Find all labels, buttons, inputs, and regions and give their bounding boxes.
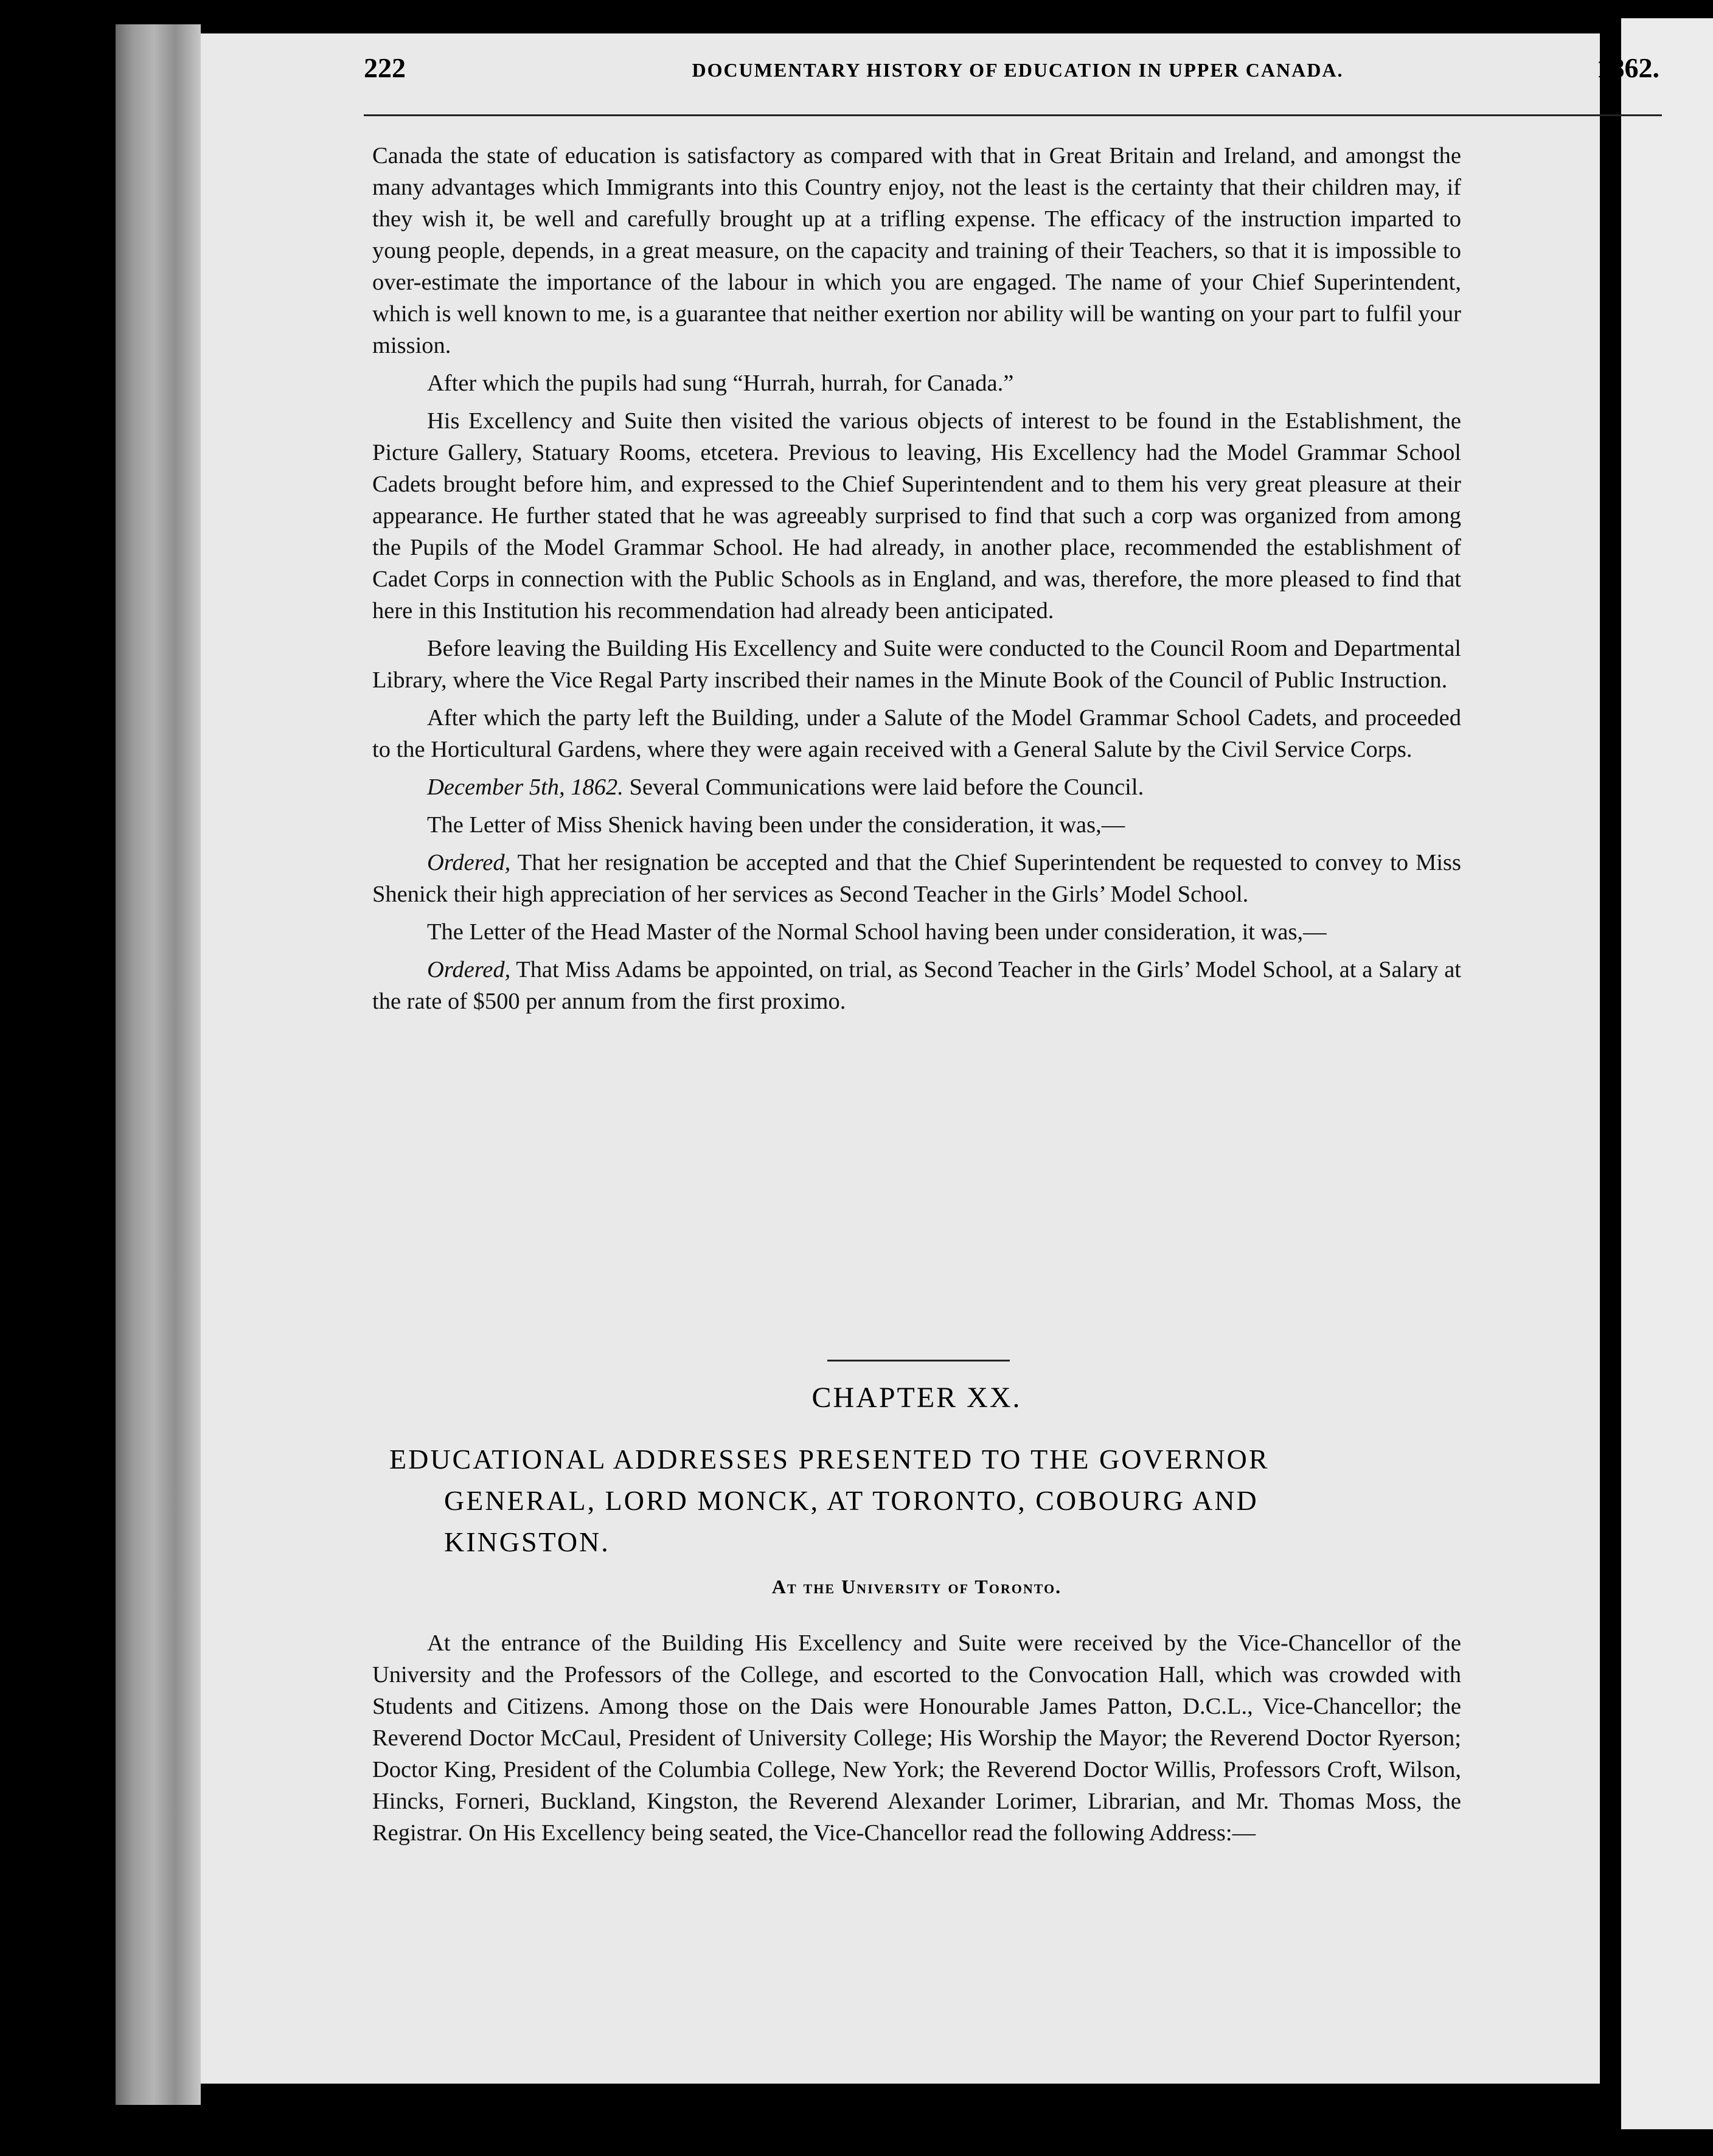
chapter-title-line: KINGSTON.: [444, 1526, 610, 1557]
paragraph: Several Communications were laid before the Council.: [629, 774, 1144, 800]
paragraph: Canada the state of education is satisfactory as compared with that in Great Britain and Ireland, and amongst the many advantages which Immigrants into this Country enjoy, not the least is the certainty that their children may, if they wish it, be well and carefully brought up at a trifling expense. The efficacy of the instruction imparted to young people, depends, in a great measure, on the capacity and training of their Teachers, so that it is impossible to over-estimate the importance of the labour in which you are engaged. The name of your Chief Superintendent, which is well known to me, is a guarantee that neither exertion nor ability will be wanting on your part to fulfil your mission.: [372, 143, 1461, 358]
main-text: [372, 140, 1461, 1017]
entry-date: December 5th, 1862.: [427, 774, 624, 800]
section-text: [372, 1627, 1461, 1849]
header-rule: [364, 114, 1662, 116]
chapter-title: [389, 1439, 1484, 1563]
ordered-label: Ordered,: [427, 957, 511, 982]
minute-entry: [372, 771, 1461, 803]
chapter-title-line: GENERAL, LORD MONCK, AT TORONTO, COBOURG AND: [444, 1485, 1259, 1516]
running-title: DOCUMENTARY HISTORY OF EDUCATION IN UPPER CANADA.: [692, 59, 1344, 81]
minute-entry: [372, 847, 1461, 910]
paragraph: Before leaving the Building His Excellency and Suite were conducted to the Council Room and Departmental Library, where the Vice Regal Party inscribed their names in the Minute Book of the Council of Public Instruction.: [372, 636, 1461, 693]
ordered-label: Ordered,: [427, 850, 511, 875]
paragraph: At the entrance of the Building His Excellency and Suite were received by the Vice-Chancellor of the University and the Professors of the College, and escorted to the Convocation Hall, which was crowded with Students and Citizens. Among those on the Dais were Honourable James Patton, D.C.L., Vice-Chancellor; the Reverend Doctor McCaul, President of University College; His Worship the Mayor; the Reverend Doctor Ryerson; Doctor King, President of the Columbia College, New York; the Reverend Doctor Willis, Professors Croft, Wilson, Hincks, Forneri, Buckland, Kingston, the Reverend Alexander Lorimer, Librarian, and Mr. Thomas Moss, the Registrar. On His Excellency being seated, the Vice-Chancellor read the following Address:—: [372, 1630, 1461, 1846]
paragraph: His Excellency and Suite then visited the various objects of interest to be found in the Establishment, the Picture Gallery, Statuary Rooms, etcetera. Previous to leaving, His Excellency had the Model Grammar School Cadets brought before him, and expressed to the Chief Superintendent and to them his very great pleasure at their appearance. He further stated that he was agreeably surprised to find that such a corp was organized from among the Pupils of the Model Grammar School. He had already, in another place, recommended the establishment of Cadet Corps in connection with the Public Schools as in England, and was, therefore, the more pleased to find that here in this Institution his recommendation had already been anticipated.: [372, 408, 1461, 624]
paragraph: After which the party left the Building, under a Salute of the Model Grammar School Cadets, and proceeded to the Horticultural Gardens, where they were again received with a General Salute by the Civil Service Corps.: [372, 705, 1461, 762]
paragraph: The Letter of the Head Master of the Normal School having been under consideration, it was,—: [427, 919, 1327, 945]
paragraph: That her resignation be accepted and that the Chief Superintendent be requested to convey to Miss Shenick their high appreciation of her services as Second Teacher in the Girls’ Model School.: [372, 850, 1461, 907]
book-spine-edge: [116, 24, 201, 2105]
paragraph: The Letter of Miss Shenick having been under the consideration, it was,—: [427, 812, 1125, 838]
paragraph: That Miss Adams be appointed, on trial, as Second Teacher in the Girls’ Model School, at a Salary at the rate of $500 per annum from the first proximo.: [372, 957, 1462, 1014]
section-rule: [827, 1360, 1010, 1361]
minute-entry: [372, 954, 1461, 1017]
chapter-title-line: EDUCATIONAL ADDRESSES PRESENTED TO THE GOVERNOR: [389, 1444, 1270, 1475]
paragraph: After which the pupils had sung “Hurrah, hurrah, for Canada.”: [427, 370, 1014, 396]
header-year: 1862.: [1596, 52, 1659, 83]
running-header: [364, 52, 1672, 113]
page-number: 222: [364, 52, 406, 83]
chapter-number: CHAPTER XX.: [811, 1382, 1022, 1414]
facing-page-edge: [1621, 18, 1713, 2129]
section-subheading: At the University of Toronto.: [771, 1576, 1062, 1598]
